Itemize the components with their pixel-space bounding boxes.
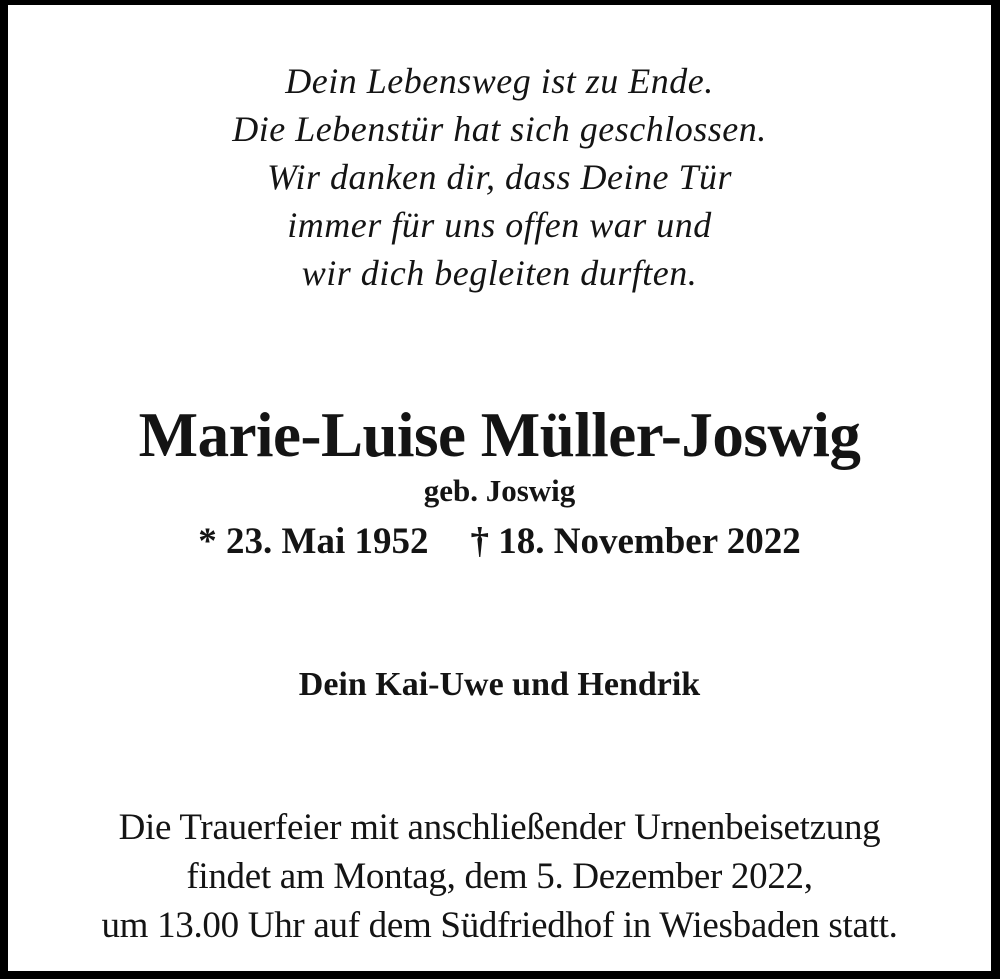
birth-date xyxy=(198,521,428,563)
maiden-name: geb. Joswig xyxy=(423,473,576,508)
death-date-text: 18. November 2022 xyxy=(498,521,801,562)
funeral-announcement xyxy=(8,803,991,950)
memorial-poem xyxy=(8,57,991,297)
deceased-name: Marie-Luise Müller-Joswig xyxy=(138,400,861,470)
poem-line: Dein Lebensweg ist zu Ende. xyxy=(285,61,714,101)
poem-line: immer für uns offen war und xyxy=(287,205,712,245)
funeral-info-line: findet am Montag, dem 5. Dezember 2022, xyxy=(186,856,813,897)
poem-line: Die Lebenstür hat sich geschlossen. xyxy=(232,109,767,149)
family-signature: Dein Kai-Uwe und Hendrik xyxy=(298,666,701,703)
birth-asterisk-symbol: * xyxy=(198,521,217,562)
deceased-block xyxy=(8,400,991,563)
poem-line: Wir danken dir, dass Deine Tür xyxy=(267,157,732,197)
birth-date-text: 23. Mai 1952 xyxy=(226,521,429,562)
funeral-info-line: Die Trauerfeier mit anschließender Urnenbeisetzung xyxy=(118,807,881,848)
poem-line: wir dich begleiten durften. xyxy=(301,253,698,293)
life-dates xyxy=(8,521,991,563)
death-date xyxy=(470,521,800,563)
death-cross-symbol: † xyxy=(470,521,489,562)
funeral-info-line: um 13.00 Uhr auf dem Südfriedhof in Wiesbaden statt. xyxy=(101,905,898,946)
